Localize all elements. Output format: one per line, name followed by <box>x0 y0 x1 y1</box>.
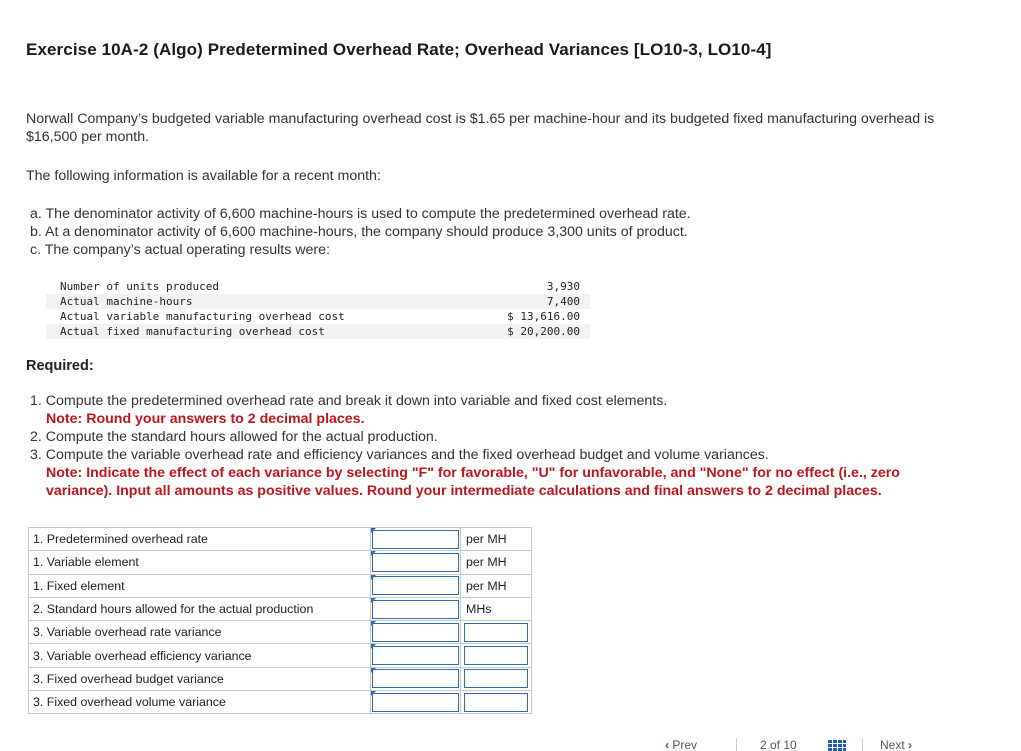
next-label: Next <box>880 738 905 751</box>
predetermined-rate-input[interactable] <box>372 530 459 549</box>
answer-row <box>29 528 532 551</box>
answer-input-cell[interactable] <box>371 528 461 551</box>
page-indicator: 2 of 10 <box>760 738 797 751</box>
answer-row-label: 1. Variable element <box>29 551 371 574</box>
unit-cell <box>461 574 532 597</box>
required-item-3-note-line2: variance). Input all amounts as positive values. Round your intermediate calculations and final answers to 2 decimal places. <box>46 483 882 499</box>
table-row <box>46 279 590 294</box>
next-button[interactable] <box>880 738 912 751</box>
answer-table <box>28 527 532 714</box>
required-heading: Required: <box>26 358 94 374</box>
result-label: Actual variable manufacturing overhead cost <box>46 309 444 324</box>
unit-cell <box>461 528 532 551</box>
unit-cell <box>461 597 532 620</box>
actual-results-table <box>46 279 590 339</box>
list-item-b: b. At a denominator activity of 6,600 machine-hours, the company should produce 3,300 units of product. <box>30 224 688 240</box>
answer-row <box>29 597 532 620</box>
fixed-budget-variance-effect-select[interactable] <box>464 669 528 688</box>
result-value: 7,400 <box>444 294 590 309</box>
input-marker-icon <box>371 575 376 580</box>
variable-efficiency-variance-input[interactable] <box>372 646 459 665</box>
result-label: Actual machine-hours <box>46 294 444 309</box>
variable-efficiency-variance-effect-select[interactable] <box>464 646 528 665</box>
required-item-2: 2. Compute the standard hours allowed for the actual production. <box>30 429 438 445</box>
fixed-element-input[interactable] <box>372 576 459 595</box>
required-item-3-note-line1: Note: Indicate the effect of each variance by selecting "F" for favorable, "U" for unfavorable, and "None" for no effect (i.e., zero <box>46 465 900 481</box>
input-marker-icon <box>371 598 376 603</box>
fixed-volume-variance-input[interactable] <box>372 693 459 712</box>
unit-label: per MH <box>466 555 507 570</box>
answer-input-cell[interactable] <box>371 644 461 667</box>
variable-element-input[interactable] <box>372 553 459 572</box>
answer-row <box>29 644 532 667</box>
answer-input-cell[interactable] <box>371 667 461 690</box>
prev-button[interactable] <box>665 738 697 751</box>
nav-divider <box>736 738 737 751</box>
fixed-volume-variance-effect-select[interactable] <box>464 693 528 712</box>
variance-effect-cell[interactable] <box>461 667 532 690</box>
unit-label: per MH <box>466 578 507 593</box>
input-marker-icon <box>371 551 376 556</box>
result-label: Actual fixed manufacturing overhead cost <box>46 324 444 339</box>
list-item-a: a. The denominator activity of 6,600 machine-hours is used to compute the predetermined overhead rate. <box>30 206 691 222</box>
answer-input-cell[interactable] <box>371 691 461 714</box>
answer-input-cell[interactable] <box>371 574 461 597</box>
fixed-budget-variance-input[interactable] <box>372 669 459 688</box>
page-title: Exercise 10A-2 (Algo) Predetermined Overhead Rate; Overhead Variances [LO10-3, LO10-4] <box>26 40 772 59</box>
input-marker-icon <box>371 691 376 696</box>
answer-row-label: 3. Fixed overhead budget variance <box>29 667 371 690</box>
result-value: $ 13,616.00 <box>444 309 590 324</box>
answer-row-label: 3. Variable overhead efficiency variance <box>29 644 371 667</box>
input-marker-icon <box>371 668 376 673</box>
answer-row <box>29 691 532 714</box>
input-marker-icon <box>371 644 376 649</box>
following-info-text: The following information is available for a recent month: <box>26 168 381 184</box>
unit-label: per MH <box>466 532 507 547</box>
variable-rate-variance-input[interactable] <box>372 623 459 642</box>
result-label: Number of units produced <box>46 279 444 294</box>
intro-paragraph: Norwall Company’s budgeted variable manufacturing overhead cost is $1.65 per machine-hour and its budgeted fixed manufacturing overhead is $16,500 per month. <box>26 111 935 145</box>
required-item-3: 3. Compute the variable overhead rate and efficiency variances and the fixed overhead budget and volume variances. <box>30 447 769 463</box>
answer-row <box>29 551 532 574</box>
input-marker-icon <box>371 621 376 626</box>
answer-input-cell[interactable] <box>371 551 461 574</box>
answer-row <box>29 621 532 644</box>
answer-input-cell[interactable] <box>371 621 461 644</box>
table-row <box>46 309 590 324</box>
required-item-1: 1. Compute the predetermined overhead rate and break it down into variable and fixed cost elements. <box>30 393 668 409</box>
answer-row-label: 3. Variable overhead rate variance <box>29 621 371 644</box>
table-row <box>46 324 590 339</box>
unit-label: MHs <box>466 602 492 617</box>
unit-cell <box>461 551 532 574</box>
variance-effect-cell[interactable] <box>461 621 532 644</box>
input-marker-icon <box>371 528 376 533</box>
result-value: 3,930 <box>444 279 590 294</box>
chevron-right-icon: › <box>908 738 913 751</box>
nav-divider <box>862 738 863 751</box>
list-item-c: c. The company’s actual operating results were: <box>30 242 330 258</box>
table-row <box>46 294 590 309</box>
answer-row-label: 1. Fixed element <box>29 574 371 597</box>
variance-effect-cell[interactable] <box>461 691 532 714</box>
answer-row-label: 3. Fixed overhead volume variance <box>29 691 371 714</box>
answer-input-cell[interactable] <box>371 597 461 620</box>
variance-effect-cell[interactable] <box>461 644 532 667</box>
answer-row <box>29 667 532 690</box>
chevron-left-icon: ‹ <box>665 738 669 751</box>
prev-label: Prev <box>672 738 698 751</box>
result-value: $ 20,200.00 <box>444 324 590 339</box>
answer-row <box>29 574 532 597</box>
variable-rate-variance-effect-select[interactable] <box>464 623 528 642</box>
answer-row-label: 1. Predetermined overhead rate <box>29 528 371 551</box>
standard-hours-input[interactable] <box>372 600 459 619</box>
answer-row-label: 2. Standard hours allowed for the actual production <box>29 597 371 620</box>
required-item-1-note: Note: Round your answers to 2 decimal places. <box>46 411 365 427</box>
grid-icon[interactable] <box>828 740 846 751</box>
